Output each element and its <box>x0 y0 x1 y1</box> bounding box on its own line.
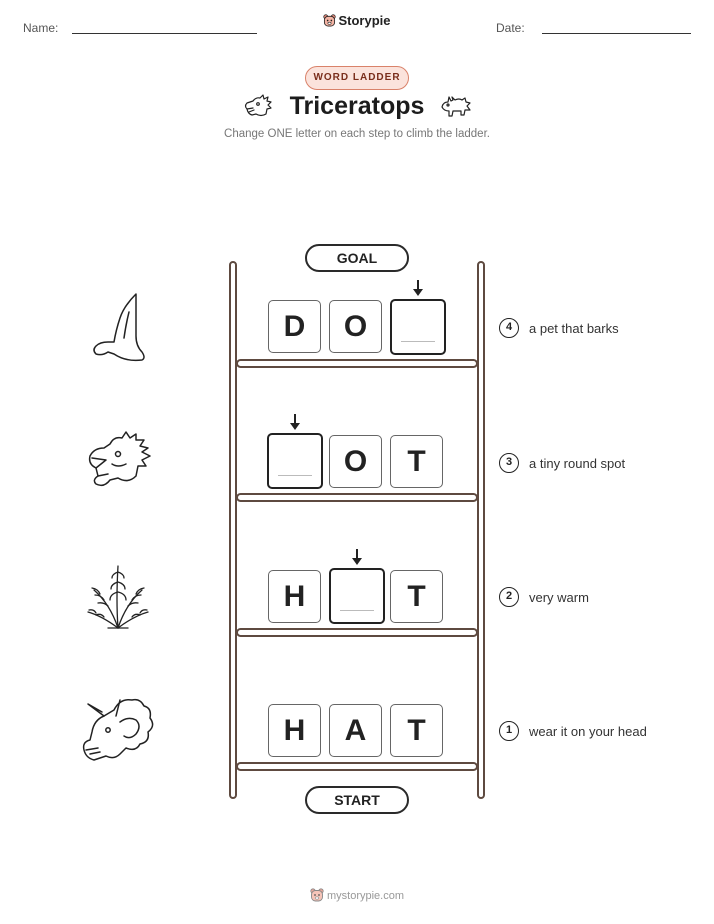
ladder-left-rail <box>229 261 237 799</box>
step-number: 2 <box>499 587 519 607</box>
tooth-icon <box>86 292 148 364</box>
clue-text: wear it on your head <box>529 724 647 739</box>
arrow-down-icon <box>411 279 425 297</box>
ladder-rung <box>236 762 478 771</box>
tile-letter: T <box>407 714 426 747</box>
tile-letter: O <box>343 445 368 478</box>
dinosaur-head-icon <box>82 430 154 494</box>
worksheet-title: Triceratops <box>289 92 425 120</box>
tile-letter: O <box>343 310 368 343</box>
tile-letter: A <box>344 714 367 747</box>
instructions: Change ONE letter on each step to climb the ladder. <box>224 128 490 140</box>
ladder-rung <box>236 628 478 637</box>
blank-letter-tile[interactable] <box>390 299 446 355</box>
brand-name: Storypie <box>338 13 391 28</box>
letter-tile <box>329 435 382 488</box>
goal-label: GOAL <box>305 244 409 272</box>
triceratops-head-icon <box>80 696 156 766</box>
bear-logo-icon <box>323 14 336 27</box>
worksheet-badge: WORD LADDER <box>305 66 409 90</box>
bear-logo-icon <box>310 888 324 902</box>
letter-tile <box>268 704 321 757</box>
clue-text: a tiny round spot <box>529 456 626 471</box>
tile-letter: H <box>283 580 306 613</box>
footer-url[interactable]: mystorypie.com <box>326 890 405 902</box>
letter-tile <box>329 704 382 757</box>
tile-letter: H <box>283 714 306 747</box>
name-label: Name: <box>23 21 59 35</box>
letter-tile <box>268 300 321 353</box>
letter-tile <box>268 570 321 623</box>
clue-text: very warm <box>529 590 589 605</box>
ladder-right-rail <box>477 261 485 799</box>
triceratops-icon <box>439 94 473 118</box>
name-line[interactable] <box>72 33 257 34</box>
blank-letter-tile[interactable] <box>267 433 323 489</box>
letter-tile <box>390 570 443 623</box>
letter-tile <box>390 435 443 488</box>
arrow-down-icon <box>288 413 302 431</box>
tile-letter: T <box>407 445 426 478</box>
ladder-rung <box>236 493 478 502</box>
arrow-down-icon <box>350 548 364 566</box>
clue-text: a pet that barks <box>529 321 619 336</box>
blank-letter-tile[interactable] <box>329 568 385 624</box>
date-line[interactable] <box>542 33 691 34</box>
fern-plant-icon <box>82 560 154 632</box>
date-label: Date: <box>496 21 525 35</box>
tile-letter: T <box>407 580 426 613</box>
step-number: 3 <box>499 453 519 473</box>
start-label: START <box>305 786 409 814</box>
brand-logo <box>0 13 714 28</box>
footer <box>0 888 714 902</box>
ladder-rung <box>236 359 478 368</box>
tile-letter: D <box>283 310 306 343</box>
step-number: 4 <box>499 318 519 338</box>
step-number: 1 <box>499 721 519 741</box>
letter-tile <box>390 704 443 757</box>
letter-tile <box>329 300 382 353</box>
